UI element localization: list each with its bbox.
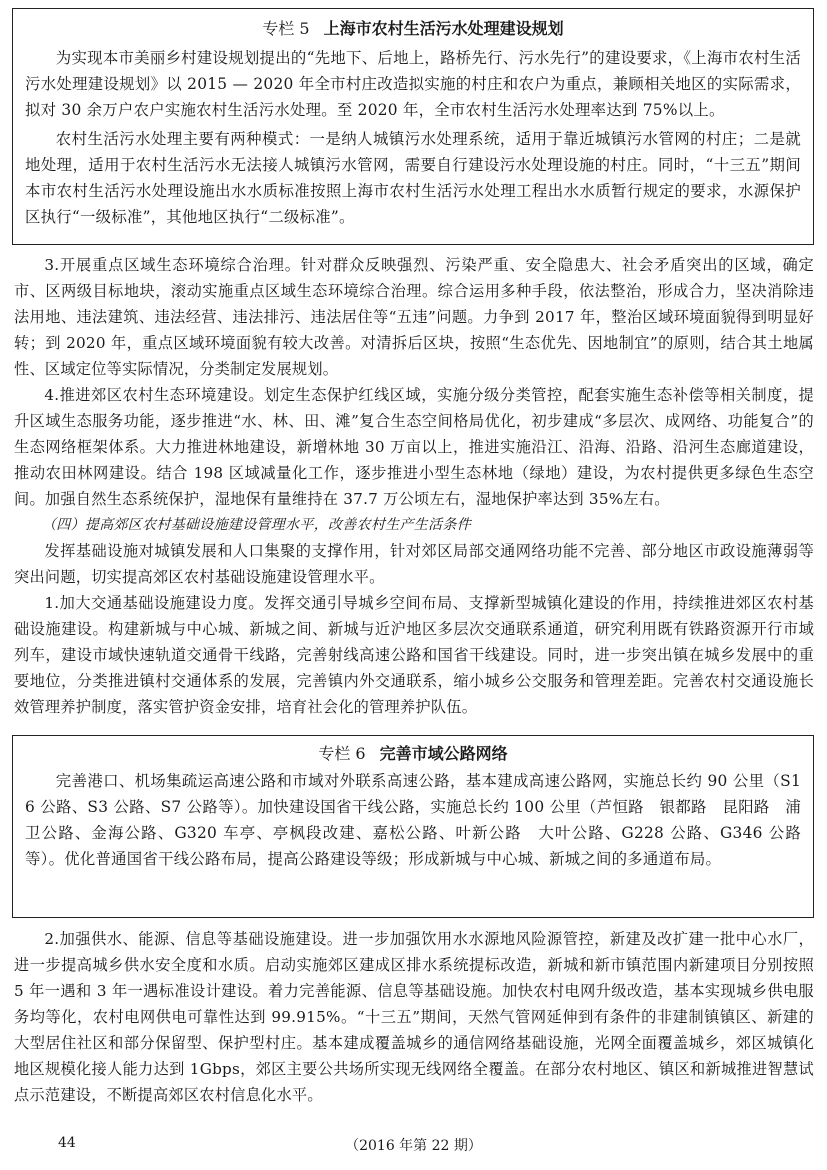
paragraph-utilities: 2.加强供水、能源、信息等基础设施建设。进一步加强饮用水水源地风险源管控，新建及改扩建一批中心水厂，进一步提高城乡供水安全度和水质。启动实施郊区建成区排水系统提标改造，新城和新市镇范围内新建项目分别按照 5 年一遇和 3 年一遇标准设计建设。着力完善能源、信息等基础设施。加快农村电网升级改造，基本实现城乡供电服务均等化，农村电网供电可靠性达到 99.915%。“十三五”期间，天然气管网延伸到有条件的非建制镇镇区、新建的大型居住社区和部分保留型、保护型村庄。基本建成覆盖城乡的通信网络基础设施，光网全面覆盖城乡，郊区城镇化地区规模化接人能力达到 1Gbps，郊区主要公共场所实现无线网络全覆盖。在部分农村地区、镇区和新城推进智慧试点示范建设，不断提高郊区农村信息化水平。	[14, 930, 814, 1104]
page-footer	[0, 1133, 827, 1157]
box-5-paragraph-2: 农村生活污水处理主要有两种模式：一是纳人城镇污水处理系统，适用于靠近城镇污水管网的村庄；二是就地处理，适用于农村生活污水无法接人城镇污水管网，需要自行建设污水处理设施的村庄。同时，“十三五”期间本市农村生活污水处理设施出水水质标准按照上海市农村生活污水处理工程出水水质暂行规定的要求，水源保护区执行“一级标准”，其他地区执行“二级标准”。	[25, 130, 801, 226]
box-5-title	[25, 19, 801, 39]
subheading-infrastructure: （四）提高郊区农村基础设施建设管理水平，改善农村生产生活条件	[42, 517, 471, 533]
issue-label: （2016 年第 22 期）	[345, 1138, 482, 1154]
paragraph-ecological-construction: 4.推进郊区农村生态环境建设。划定生态保护红线区域，实施分级分类管控，配套实施生态补偿等相关制度，提升区域生态服务功能，逐步推进“水、林、田、滩”复合生态空间格局优化，初步建成“多层次、成网络、功能复合”的生态网络框架体系。大力推进林地建设，新增林地 30 万亩以上，推进实施沿江、沿海、沿路、沿河生态廊道建设，推动农田林网建设。结合 198 区域减量化工作，逐步推进小型生态林地（绿地）建设，为农村提供更多绿色生态空间。加强自然生态系统保护，湿地保有量维持在 37.7 万公顷左右，湿地保护率达到 35%左右。	[14, 386, 814, 508]
page-number: 44	[58, 1135, 76, 1151]
paragraph-infrastructure-intro: 发挥基础设施对城镇发展和人口集聚的支撑作用，针对郊区局部交通网络功能不完善、部分地区市政设施薄弱等突出问题，切实提高郊区农村基础设施建设管理水平。	[14, 542, 814, 586]
box-6-paragraph-1: 完善港口、机场集疏运高速公路和市域对外联系高速公路，基本建成高速公路网，实施总长约 90 公里（S16 公路、S3 公路、S7 公路等）。加快建设国省干线公路，实施总长约 100 公里（芦恒路 银都路 昆阳路 浦卫公路、金海公路、G320 车亭、亭枫段改建、嘉松公路、叶新公路 大叶公路、G228 公路、G346 公路等）。优化普通国省干线公路布局，提高公路建设等级；形成新城与中心城、新城之间的多通道布局。	[25, 772, 801, 868]
box-5-paragraph-1: 为实现本市美丽乡村建设规划提出的“先地下、后地上，路桥先行、污水先行”的建设要求，《上海市农村生活污水处理建设规划》以 2015 — 2020 年全市村庄改造拟实施的村庄和农户为重点，兼顾相关地区的实际需求，拟对 30 余万户农户实施农村生活污水处理。至 2020 年，全市农村生活污水处理率达到 75%以上。	[25, 49, 801, 119]
box-5-number: 专栏 5	[262, 19, 310, 38]
box-6-title	[25, 744, 801, 764]
box-5-title-text: 上海市农村生活污水处理建设规划	[323, 19, 564, 38]
box-6-title-text: 完善市域公路网络	[379, 744, 508, 763]
paragraph-ecological-governance: 3.开展重点区域生态环境综合治理。针对群众反映强烈、污染严重、安全隐患大、社会矛盾突出的区域，确定市、区两级目标地块，滚动实施重点区域生态环境综合治理。综合运用多种手段，依法整治，形成合力，坚决消除违法用地、违法建筑、违法经营、违法排污、违法居住等“五违”问题。力争到 2017 年，整治区域环境面貌得到明显好转；到 2020 年，重点区域环境面貌有较大改善。对清拆后区块，按照“生态优先、因地制宜”的原则，结合其土地属性、区域定位等实际情况，分类制定发展规划。	[14, 256, 814, 378]
column-box-5	[12, 8, 814, 245]
body-section-1	[14, 252, 814, 720]
paragraph-transport: 1.加大交通基础设施建设力度。发挥交通引导城乡空间布局、支撑新型城镇化建设的作用，持续推进郊区农村基础设施建设。构建新城与中心城、新城之间、新城与近沪地区多层次交通联系通道，研究利用既有铁路资源开行市域列车，建设市域快速轨道交通骨干线路，完善射线高速公路和国省干线建设。同时，进一步突出镇在城乡发展中的重要地位，分类推进镇村交通体系的发展，完善镇内外交通联系，缩小城乡公交服务和管理差距。完善农村交通设施长效管理养护制度，落实管护资金安排，培育社会化的管理养护队伍。	[14, 594, 814, 716]
body-section-3	[14, 926, 814, 1108]
column-box-6	[12, 735, 814, 918]
box-6-number: 专栏 6	[318, 744, 366, 763]
